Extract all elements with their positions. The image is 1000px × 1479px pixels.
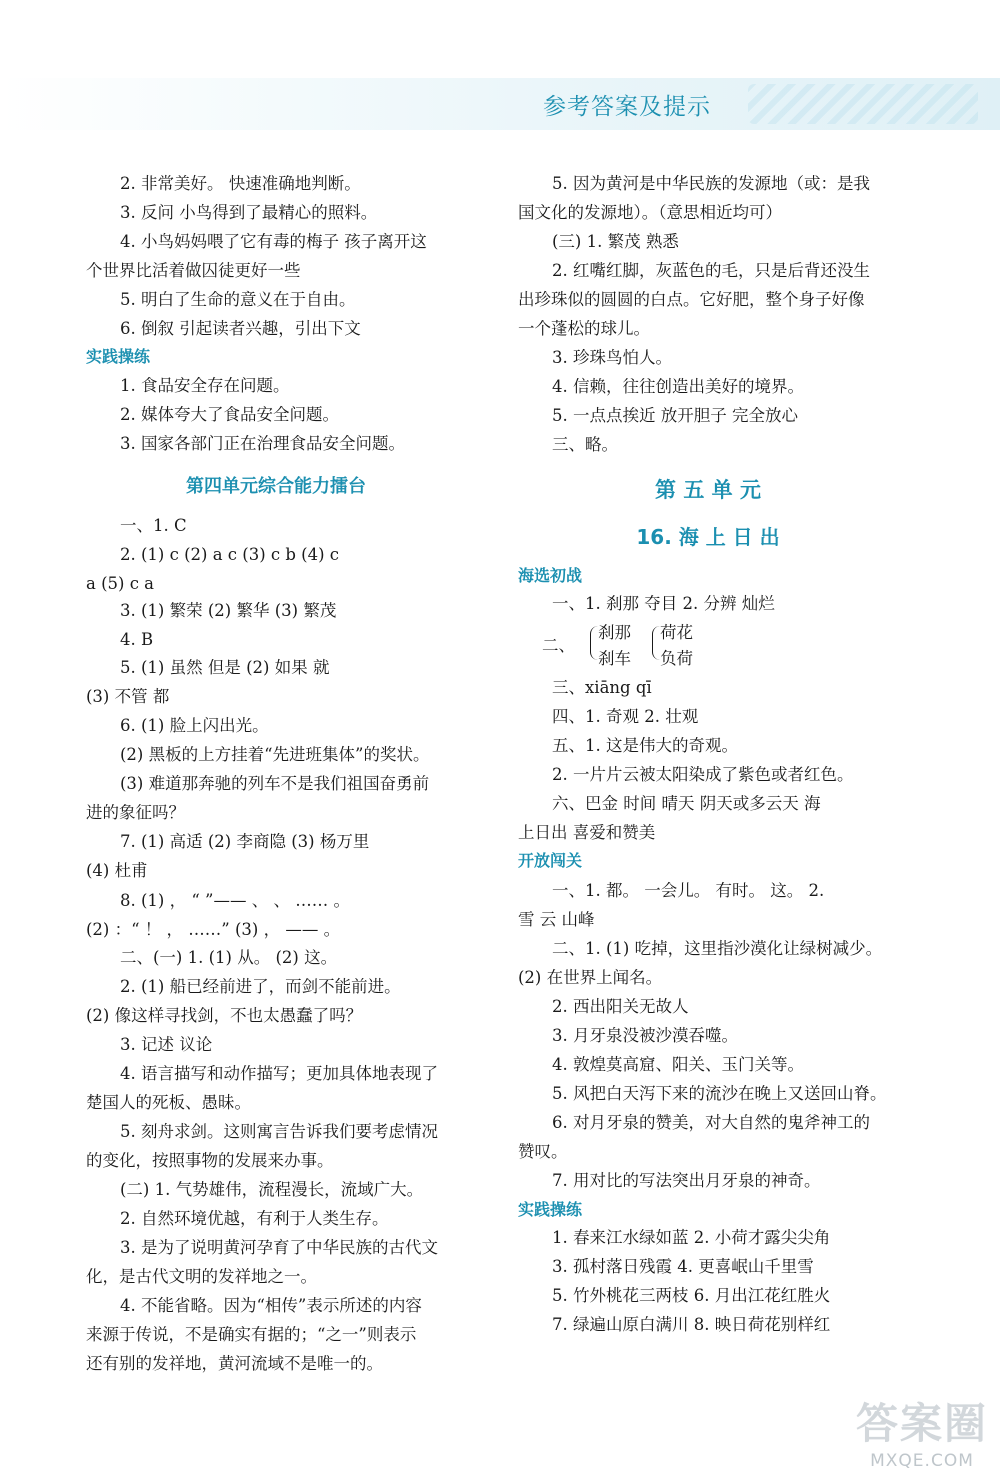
watermark-text: 答案圈 <box>855 1399 988 1448</box>
answer-line: 六、巴金 时间 晴天 阴天或多云天 海 <box>552 794 821 813</box>
answer-line: 2. 西出阳关无故人 <box>552 997 689 1016</box>
answer-line: 5. 明白了生命的意义在于自由。 <box>120 290 356 309</box>
answer-line: 3. 国家各部门正在治理食品安全问题。 <box>120 434 405 453</box>
answer-line: 2. 红嘴红脚，灰蓝色的毛，只是后背还没生 <box>552 261 870 280</box>
answer-line: 6. 倒叙 引起读者兴趣，引出下文 <box>120 319 361 338</box>
answer-line: 4. 信赖，往往创造出美好的境界。 <box>552 377 804 396</box>
answer-line: 4. B <box>120 630 154 649</box>
answer-line: 二、 <box>542 636 575 655</box>
answer-line: 四、1. 奇观 2. 壮观 <box>552 707 699 726</box>
answer-line: (3) 难道那奔驰的列车不是我们祖国奋勇前 <box>120 774 430 793</box>
answer-line: 2. (1) 船已经前进了，而剑不能前进。 <box>120 977 401 996</box>
answer-line: (2) ：“ ！ ， ……” (3) ， —— 。 <box>86 920 341 939</box>
page-title: 参考答案及提示 <box>543 94 711 120</box>
header-decoration <box>748 84 978 124</box>
answer-line: 5. 一点点挨近 放开胆子 完全放心 <box>552 406 798 425</box>
answer-line: 3. 是为了说明黄河孕育了中华民族的古代文 <box>120 1238 438 1257</box>
answer-line: 上日出 喜爱和赞美 <box>518 823 656 842</box>
answer-line: 一、1. 刹那 夺目 2. 分辨 灿烂 <box>552 594 775 613</box>
answer-line: 2. 自然环境优越，有利于人类生存。 <box>120 1209 389 1228</box>
unit-title: 第 五 单 元 <box>655 478 761 502</box>
answer-line: 楚国人的死板、愚昧。 <box>86 1093 251 1112</box>
answer-line: 5. 竹外桃花三两枝 6. 月出江花红胜火 <box>552 1286 831 1305</box>
answer-line: 7. (1) 高适 (2) 李商隐 (3) 杨万里 <box>120 832 370 851</box>
answer-line: 5. 因为黄河是中华民族的发源地（或：是我 <box>552 174 870 193</box>
section-heading-practice: 实践操练 <box>86 347 151 366</box>
section-heading-practice-right: 实践操练 <box>518 1200 583 1219</box>
answer-line: 荷花 <box>660 623 693 642</box>
answer-line: (二) 1. 气势雄伟，流程漫长，流域广大。 <box>120 1180 424 1199</box>
answer-line: 个世界比活着做囚徒更好一些 <box>86 261 301 280</box>
answer-line: 负荷 <box>660 649 693 668</box>
answer-line: 一、1. C <box>120 516 187 535</box>
answer-line: 1. 春来江水绿如蓝 2. 小荷才露尖尖角 <box>552 1228 831 1247</box>
lesson-title: 16. 海 上 日 出 <box>636 525 780 549</box>
answer-line: (2) 黑板的上方挂着“先进班集体”的奖状。 <box>120 745 430 764</box>
answer-line: 出珍珠似的圆圆的白点。它好肥，整个身子好像 <box>518 290 865 309</box>
answer-line: 5. (1) 虽然 但是 (2) 如果 就 <box>120 658 330 677</box>
answer-line: 3. 反问 小鸟得到了最精心的照料。 <box>120 203 378 222</box>
answer-line: 进的象征吗？ <box>86 803 185 822</box>
answer-line: 刹车 <box>598 649 631 668</box>
answer-line: 三、xiāng qī <box>552 678 652 697</box>
answer-line: 2. 媒体夸大了食品安全问题。 <box>120 405 339 424</box>
answer-line: 4. 不能省略。因为“相传”表示所述的内容 <box>120 1296 422 1315</box>
answer-line: 5. 刻舟求剑。这则寓言告诉我们要考虑情况 <box>120 1122 438 1141</box>
answer-line: a (5) c a <box>86 574 155 593</box>
answer-line: 刹那 <box>598 623 631 642</box>
answer-line: (3) 不管 都 <box>86 687 170 706</box>
answer-line: 8. (1) ， “ ”—— 、 、 …… 。 <box>120 891 350 910</box>
answer-line: 7. 绿遍山原白满川 8. 映日荷花别样红 <box>552 1315 831 1334</box>
answer-line: 7. 用对比的写法突出月牙泉的神奇。 <box>552 1171 821 1190</box>
answer-line: 的变化，按照事物的发展来办事。 <box>86 1151 334 1170</box>
answer-line: 一个蓬松的球儿。 <box>518 319 650 338</box>
answer-line: 4. 敦煌莫高窟、阳关、玉门关等。 <box>552 1055 804 1074</box>
answer-line: 4. 小鸟妈妈喂了它有毒的梅子 孩子离开这 <box>120 232 427 251</box>
answer-line: 国文化的发源地）。（意思相近均可） <box>518 203 782 222</box>
answer-line: 三、略。 <box>552 435 618 454</box>
answer-line: 3. 孤村落日残霞 4. 更喜岷山千里雪 <box>552 1257 814 1276</box>
answer-line: 2. 一片片云被太阳染成了紫色或者红色。 <box>552 765 854 784</box>
answer-line: (三) 1. 繁茂 熟悉 <box>552 232 679 251</box>
answer-line: 3. (1) 繁荣 (2) 繁华 (3) 繁茂 <box>120 601 337 620</box>
answer-line: 3. 珍珠鸟怕人。 <box>552 348 672 367</box>
answer-line: 二、1. (1) 吃掉，这里指沙漠化让绿树减少。 <box>552 939 883 958</box>
answer-line: 化，是古代文明的发祥地之一。 <box>86 1267 317 1286</box>
answer-line: 3. 月牙泉没被沙漠吞噬。 <box>552 1026 738 1045</box>
watermark-logo <box>856 1391 988 1471</box>
answer-line: 6. (1) 脸上闪出光。 <box>120 716 269 735</box>
answer-line: (4) 杜甫 <box>86 861 148 880</box>
answer-line: 来源于传说，不是确实有据的；“之一”则表示 <box>86 1325 417 1344</box>
answer-line: 3. 记述 议论 <box>120 1035 213 1054</box>
answer-line: 雪 云 山峰 <box>518 910 595 929</box>
answer-line: 6. 对月牙泉的赞美，对大自然的鬼斧神工的 <box>552 1113 870 1132</box>
watermark-url: MXQE.COM <box>870 1451 974 1471</box>
answer-line: (2) 像这样寻找剑，不也太愚蠢了吗？ <box>86 1006 363 1025</box>
answer-line: 2. 非常美好。 快速准确地判断。 <box>120 174 361 193</box>
answer-line: 五、1. 这是伟大的奇观。 <box>552 736 738 755</box>
answer-line: 还有别的发祥地，黄河流域不是唯一的。 <box>86 1354 383 1373</box>
answer-line: 2. (1) c (2) a c (3) c b (4) c <box>120 545 340 564</box>
answer-line: (2) 在世界上闻名。 <box>518 968 663 987</box>
section-heading-haixuan: 海选初战 <box>518 566 583 585</box>
unit-review-title: 第四单元综合能力擂台 <box>186 476 366 497</box>
answer-line: 二、(一) 1. (1) 从。 (2) 这。 <box>120 948 338 967</box>
answer-line: 赞叹。 <box>518 1142 568 1161</box>
section-heading-open: 开放闯关 <box>518 851 583 870</box>
answer-line: 4. 语言描写和动作描写；更加具体地表现了 <box>120 1064 438 1083</box>
answer-line: 1. 食品安全存在问题。 <box>120 376 290 395</box>
answer-line: 一、1. 都。 一会儿。 有时。 这。 2. <box>552 881 825 900</box>
answer-line: 5. 风把白天泻下来的流沙在晚上又送回山脊。 <box>552 1084 887 1103</box>
